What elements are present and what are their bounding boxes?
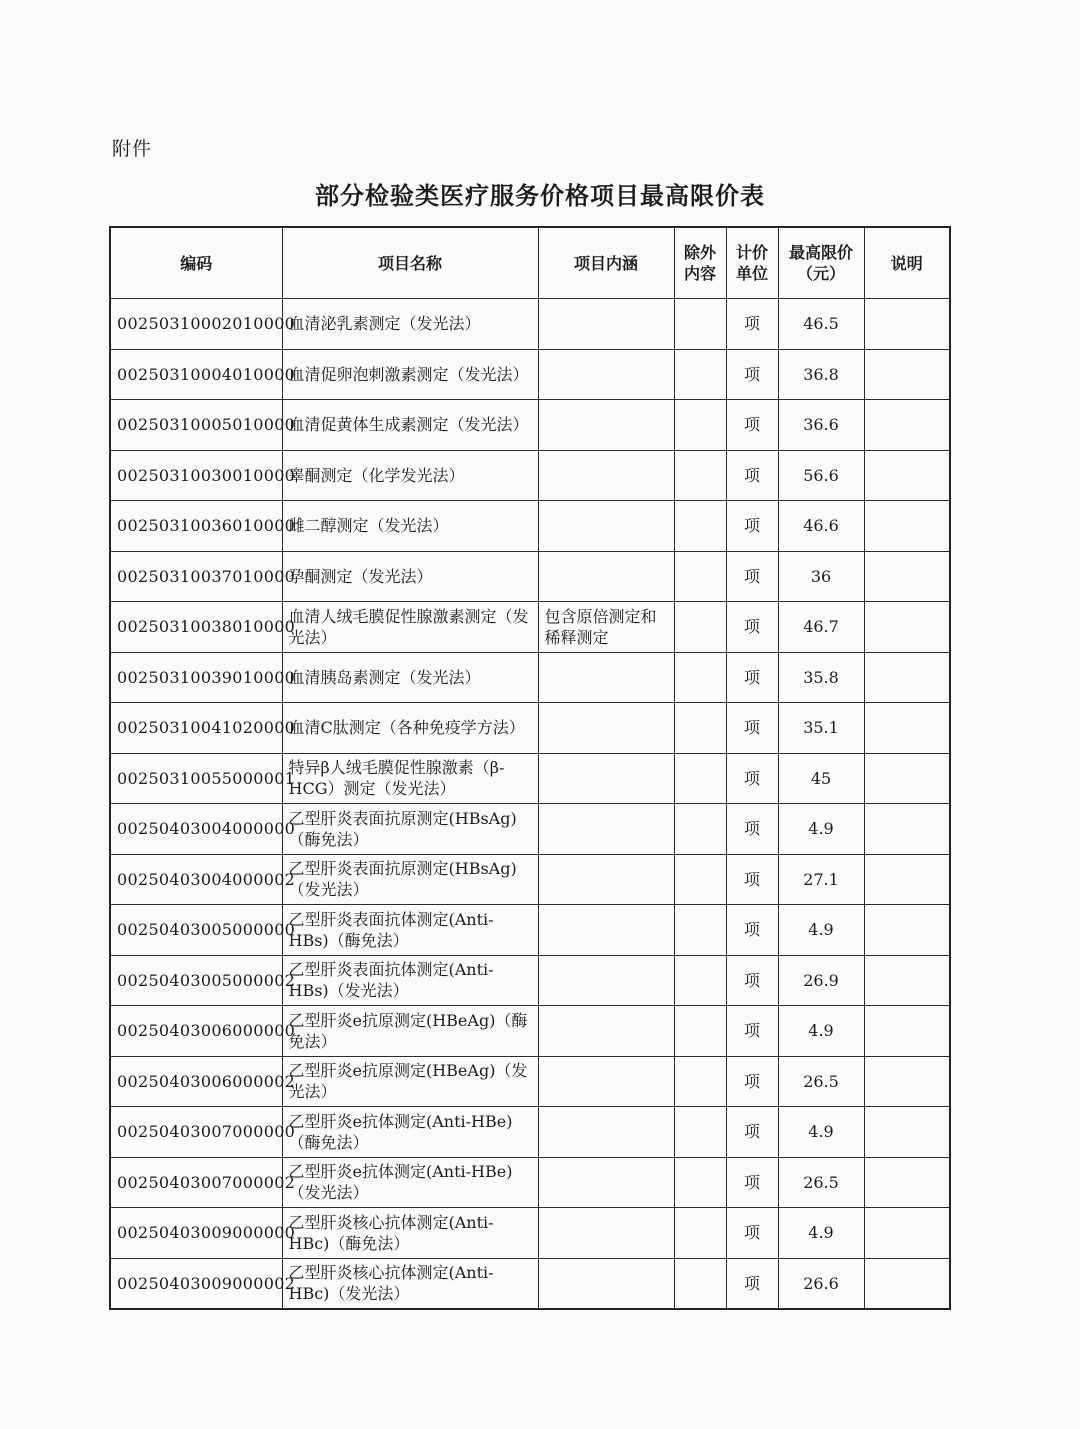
table-row	[110, 1208, 950, 1259]
cell-scope	[538, 1107, 674, 1158]
cell-exclusion	[674, 501, 726, 552]
cell-exclusion	[674, 551, 726, 602]
cell-code: 00250403007000000	[110, 1107, 282, 1158]
cell-name: 血清胰岛素测定（发光法）	[282, 652, 538, 703]
cell-max-price: 46.5	[778, 299, 864, 350]
table-row	[110, 1056, 950, 1107]
table-row	[110, 1006, 950, 1057]
cell-name: 乙型肝炎e抗原测定(HBeAg)（酶免法）	[282, 1006, 538, 1057]
cell-code: 00250403007000002	[110, 1157, 282, 1208]
cell-name: 血清促卵泡刺激素测定（发光法）	[282, 349, 538, 400]
cell-name: 乙型肝炎表面抗体测定(Anti-HBs)（酶免法）	[282, 905, 538, 956]
cell-max-price: 35.8	[778, 652, 864, 703]
cell-scope	[538, 1056, 674, 1107]
header-code: 编码	[110, 227, 282, 299]
cell-max-price: 56.6	[778, 450, 864, 501]
cell-name: 乙型肝炎e抗体测定(Anti-HBe)（酶免法）	[282, 1107, 538, 1158]
cell-note	[864, 551, 950, 602]
cell-code: 00250310055000001	[110, 753, 282, 804]
table-body	[110, 299, 950, 1310]
cell-scope	[538, 1006, 674, 1057]
cell-note	[864, 1258, 950, 1309]
table-row	[110, 400, 950, 451]
cell-code: 00250403004000000	[110, 804, 282, 855]
cell-unit: 项	[726, 905, 778, 956]
cell-unit: 项	[726, 299, 778, 350]
price-table	[109, 226, 951, 1310]
cell-note	[864, 299, 950, 350]
cell-unit: 项	[726, 349, 778, 400]
cell-code: 00250403004000002	[110, 854, 282, 905]
cell-max-price: 45	[778, 753, 864, 804]
header-unit: 计价单位	[726, 227, 778, 299]
cell-code: 00250403006000002	[110, 1056, 282, 1107]
cell-name: 乙型肝炎e抗原测定(HBeAg)（发光法）	[282, 1056, 538, 1107]
table-row	[110, 854, 950, 905]
cell-code: 00250403006000000	[110, 1006, 282, 1057]
cell-exclusion	[674, 1258, 726, 1309]
cell-exclusion	[674, 955, 726, 1006]
cell-code: 00250310030010000	[110, 450, 282, 501]
cell-note	[864, 1006, 950, 1057]
cell-max-price: 4.9	[778, 1107, 864, 1158]
cell-exclusion	[674, 1107, 726, 1158]
cell-code: 00250310039010000	[110, 652, 282, 703]
cell-exclusion	[674, 652, 726, 703]
cell-code: 00250310036010000	[110, 501, 282, 552]
cell-scope	[538, 349, 674, 400]
table-row	[110, 349, 950, 400]
cell-max-price: 4.9	[778, 1006, 864, 1057]
cell-scope	[538, 1157, 674, 1208]
cell-unit: 项	[726, 955, 778, 1006]
cell-note	[864, 955, 950, 1006]
cell-scope	[538, 400, 674, 451]
cell-scope	[538, 551, 674, 602]
cell-unit: 项	[726, 1208, 778, 1259]
cell-unit: 项	[726, 501, 778, 552]
cell-note	[864, 1107, 950, 1158]
cell-exclusion	[674, 1208, 726, 1259]
cell-exclusion	[674, 450, 726, 501]
cell-max-price: 36.6	[778, 400, 864, 451]
cell-max-price: 26.9	[778, 955, 864, 1006]
cell-name: 乙型肝炎表面抗原测定(HBsAg)（酶免法）	[282, 804, 538, 855]
cell-exclusion	[674, 753, 726, 804]
cell-unit: 项	[726, 400, 778, 451]
cell-scope	[538, 955, 674, 1006]
cell-max-price: 4.9	[778, 804, 864, 855]
cell-unit: 项	[726, 703, 778, 754]
cell-exclusion	[674, 804, 726, 855]
cell-note	[864, 1157, 950, 1208]
cell-note	[864, 804, 950, 855]
cell-max-price: 36.8	[778, 349, 864, 400]
header-scope: 项目内涵	[538, 227, 674, 299]
page-title: 部分检验类医疗服务价格项目最高限价表	[315, 182, 765, 210]
cell-note	[864, 450, 950, 501]
cell-name: 特异β人绒毛膜促性腺激素（β-HCG）测定（发光法）	[282, 753, 538, 804]
cell-code: 00250403005000002	[110, 955, 282, 1006]
cell-scope: 包含原倍测定和稀释测定	[538, 602, 674, 653]
cell-exclusion	[674, 703, 726, 754]
table-row	[110, 602, 950, 653]
cell-exclusion	[674, 854, 726, 905]
cell-max-price: 36	[778, 551, 864, 602]
header-exclusion: 除外内容	[674, 227, 726, 299]
cell-note	[864, 400, 950, 451]
cell-name: 血清人绒毛膜促性腺激素测定（发光法）	[282, 602, 538, 653]
cell-name: 睾酮测定（化学发光法）	[282, 450, 538, 501]
cell-name: 乙型肝炎e抗体测定(Anti-HBe)（发光法）	[282, 1157, 538, 1208]
cell-note	[864, 1056, 950, 1107]
table-row	[110, 299, 950, 350]
cell-code: 00250403005000000	[110, 905, 282, 956]
cell-max-price: 4.9	[778, 1208, 864, 1259]
cell-scope	[538, 804, 674, 855]
cell-name: 血清促黄体生成素测定（发光法）	[282, 400, 538, 451]
header-name: 项目名称	[282, 227, 538, 299]
table-row	[110, 1258, 950, 1309]
cell-name: 血清泌乳素测定（发光法）	[282, 299, 538, 350]
cell-max-price: 26.5	[778, 1157, 864, 1208]
cell-max-price: 26.6	[778, 1258, 864, 1309]
cell-scope	[538, 299, 674, 350]
cell-code: 00250310005010000	[110, 400, 282, 451]
table-row	[110, 551, 950, 602]
cell-name: 乙型肝炎核心抗体测定(Anti-HBc)（酶免法）	[282, 1208, 538, 1259]
cell-scope	[538, 753, 674, 804]
cell-unit: 项	[726, 551, 778, 602]
table-row	[110, 753, 950, 804]
cell-note	[864, 602, 950, 653]
cell-max-price: 35.1	[778, 703, 864, 754]
cell-unit: 项	[726, 450, 778, 501]
cell-code: 00250310037010000	[110, 551, 282, 602]
cell-max-price: 46.7	[778, 602, 864, 653]
table-row	[110, 450, 950, 501]
cell-exclusion	[674, 299, 726, 350]
header-note: 说明	[864, 227, 950, 299]
table-row	[110, 652, 950, 703]
cell-note	[864, 652, 950, 703]
table-row	[110, 1157, 950, 1208]
table-header-row	[110, 227, 950, 299]
cell-note	[864, 854, 950, 905]
cell-unit: 项	[726, 1157, 778, 1208]
cell-note	[864, 905, 950, 956]
cell-max-price: 26.5	[778, 1056, 864, 1107]
table-row	[110, 955, 950, 1006]
cell-unit: 项	[726, 652, 778, 703]
cell-code: 00250403009000000	[110, 1208, 282, 1259]
cell-exclusion	[674, 1157, 726, 1208]
cell-unit: 项	[726, 602, 778, 653]
cell-exclusion	[674, 1056, 726, 1107]
cell-exclusion	[674, 349, 726, 400]
cell-code: 00250310002010000	[110, 299, 282, 350]
cell-code: 00250310038010000	[110, 602, 282, 653]
table-row	[110, 703, 950, 754]
cell-scope	[538, 450, 674, 501]
table-row	[110, 804, 950, 855]
cell-scope	[538, 1258, 674, 1309]
cell-note	[864, 753, 950, 804]
cell-code: 00250403009000002	[110, 1258, 282, 1309]
cell-exclusion	[674, 905, 726, 956]
cell-unit: 项	[726, 804, 778, 855]
cell-max-price: 4.9	[778, 905, 864, 956]
cell-max-price: 46.6	[778, 501, 864, 552]
cell-scope	[538, 905, 674, 956]
cell-name: 乙型肝炎核心抗体测定(Anti-HBc)（发光法）	[282, 1258, 538, 1309]
cell-name: 乙型肝炎表面抗原测定(HBsAg)（发光法）	[282, 854, 538, 905]
cell-exclusion	[674, 400, 726, 451]
cell-unit: 项	[726, 1006, 778, 1057]
cell-scope	[538, 1208, 674, 1259]
cell-scope	[538, 501, 674, 552]
cell-unit: 项	[726, 753, 778, 804]
header-max-price: 最高限价（元）	[778, 227, 864, 299]
cell-note	[864, 501, 950, 552]
cell-unit: 项	[726, 854, 778, 905]
table-row	[110, 501, 950, 552]
cell-note	[864, 349, 950, 400]
cell-exclusion	[674, 1006, 726, 1057]
cell-name: 雌二醇测定（发光法）	[282, 501, 538, 552]
cell-unit: 项	[726, 1107, 778, 1158]
cell-unit: 项	[726, 1056, 778, 1107]
table-row	[110, 1107, 950, 1158]
cell-name: 血清C肽测定（各种免疫学方法）	[282, 703, 538, 754]
cell-code: 00250310004010000	[110, 349, 282, 400]
table-row	[110, 905, 950, 956]
cell-scope	[538, 703, 674, 754]
cell-note	[864, 1208, 950, 1259]
cell-max-price: 27.1	[778, 854, 864, 905]
cell-note	[864, 703, 950, 754]
cell-scope	[538, 854, 674, 905]
cell-scope	[538, 652, 674, 703]
cell-unit: 项	[726, 1258, 778, 1309]
cell-code: 00250310041020000	[110, 703, 282, 754]
cell-name: 乙型肝炎表面抗体测定(Anti-HBs)（发光法）	[282, 955, 538, 1006]
cell-exclusion	[674, 602, 726, 653]
attachment-label: 附件	[112, 138, 153, 160]
cell-name: 孕酮测定（发光法）	[282, 551, 538, 602]
